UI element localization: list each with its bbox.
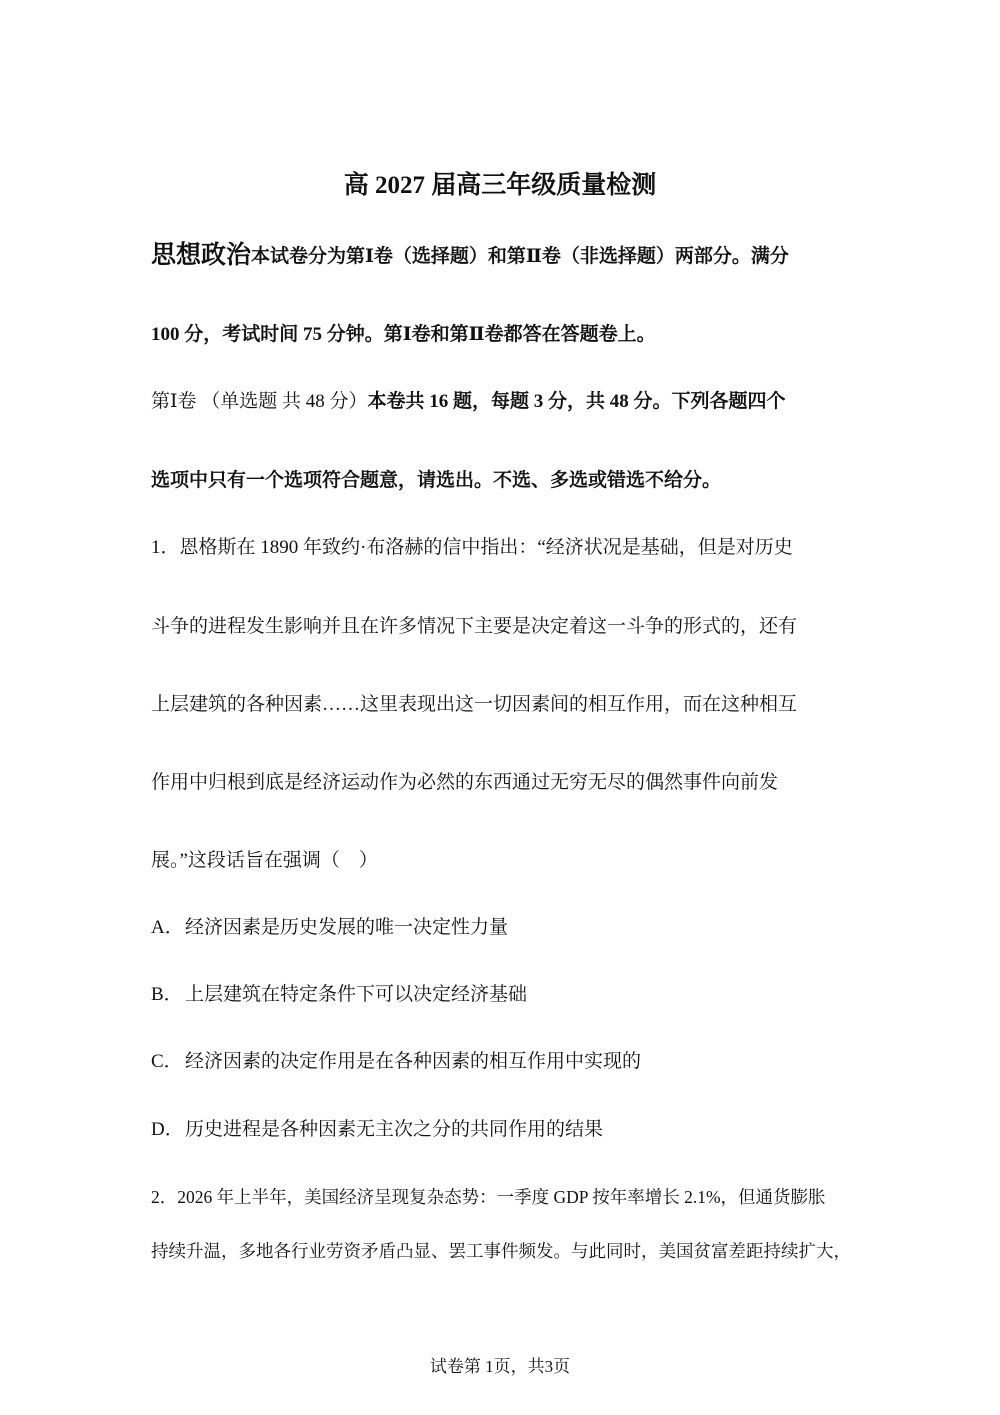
- intro-text-1: 本试卷分为第Ⅰ卷（选择题）和第Ⅱ卷（非选择题）两部分。满分: [251, 246, 789, 267]
- section-heading: 第Ⅰ卷 （单选题 共 48 分）: [151, 391, 368, 412]
- section-heading-line: [151, 389, 786, 415]
- question-2-stem-line: 持续升温，多地各行业劳资矛盾凸显、罢工事件频发。与此同时，美国贫富差距持续扩大，: [151, 1241, 851, 1261]
- question-2-stem-line: 2．2026 年上半年，美国经济呈现复杂态势：一季度 GDP 按年率增长 2.1%，但通货膨胀: [151, 1187, 826, 1207]
- question-1-option-a[interactable]: [151, 915, 508, 941]
- question-1-stem-line: 上层建筑的各种因素……这里表现出这一切因素间的相互作用，而在这种相互: [151, 694, 798, 715]
- question-1-stem-line: 斗争的进程发生影响并且在许多情况下主要是决定着这一斗争的形式的，还有: [151, 616, 798, 637]
- option-label: A．: [151, 917, 184, 938]
- question-1-option-b[interactable]: [151, 982, 527, 1008]
- option-label: C．: [151, 1051, 183, 1072]
- intro-line-1: [151, 243, 789, 270]
- option-text: 经济因素是历史发展的唯一决定性力量: [185, 917, 509, 938]
- question-1-stem-line: 1．恩格斯在 1890 年致约·布洛赫的信中指出：“经济状况是基础，但是对历史: [151, 537, 793, 558]
- section-instruction-1: 本卷共 16 题，每题 3 分，共 48 分。下列各题四个: [367, 391, 786, 412]
- question-1-option-d[interactable]: [151, 1117, 603, 1143]
- section-instruction-2: 选项中只有一个选项符合题意，请选出。不选、多选或错选不给分。: [151, 470, 722, 491]
- question-1-stem-line: 作用中归根到底是经济运动作为必然的东西通过无穷无尽的偶然事件向前发: [151, 772, 779, 793]
- option-text: 历史进程是各种因素无主次之分的共同作用的结果: [185, 1119, 604, 1140]
- option-label: D．: [151, 1119, 184, 1140]
- question-1-stem-line: 展。”这段话旨在强调（ ）: [151, 850, 378, 871]
- option-text: 经济因素的决定作用是在各种因素的相互作用中实现的: [185, 1051, 642, 1072]
- question-1-option-c[interactable]: [151, 1049, 641, 1075]
- page-footer: 试卷第 1页，共3页: [429, 1357, 571, 1376]
- intro-line-2: 100 分，考试时间 75 分钟。第Ⅰ卷和第Ⅱ卷都答在答题卷上。: [151, 324, 656, 345]
- option-label: B．: [151, 984, 183, 1005]
- subject-name: 思想政治: [151, 242, 252, 269]
- option-text: 上层建筑在特定条件下可以决定经济基础: [185, 984, 528, 1005]
- page-title: 高 2027 届高三年级质量检测: [343, 172, 657, 199]
